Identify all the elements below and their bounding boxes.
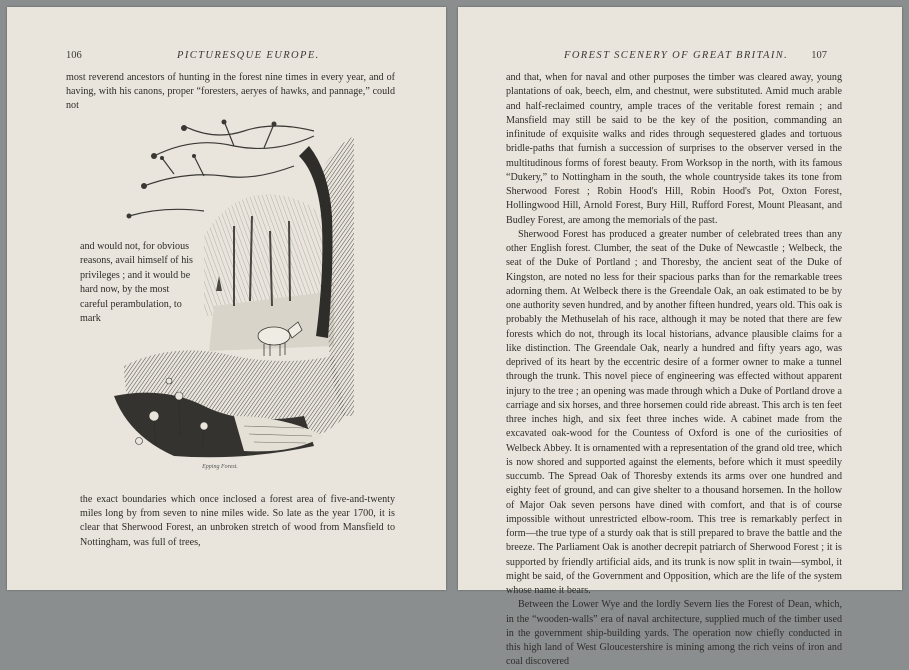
page-number-left: 106 xyxy=(66,50,82,61)
illustration-caption: Epping Forest. xyxy=(202,464,238,470)
left-page-header xyxy=(7,49,446,63)
running-head-right: FOREST SCENERY OF GREAT BRITAIN. xyxy=(564,50,789,61)
running-head-left: PICTURESQUE EUROPE. xyxy=(177,50,320,61)
right-page-header xyxy=(458,49,902,63)
page-number-right: 107 xyxy=(811,50,827,61)
paragraph: Between the Lower Wye and the lordly Severn lies the Forest of Dean, which, in the “wooden-walls” era of naval architecture, supplied much of the timber used in the government ship-building yards. The operation now chiefly conducted in this high land of West Gloucestershire is mining among the rich veins of iron and coal discovered xyxy=(506,599,842,668)
right-body-text xyxy=(506,71,842,670)
paragraph: and that, when for naval and other purposes the timber was cleared away, young plantations of oak, beech, elm, and chestnut, were substituted. Amid much arable and half-reclaimed country, ample traces of the veritable forest remain ; and Mansfield may still be said to be the key of the position, commanding an infinitude of exquisite walks and rides through sequestered glades and tortuous bridle-paths that furnish a succession of surprises to the observer versed in the multitudinous forms of forest beauty. From Worksop in the north, with its famous “Dukery,” to Nottingham in the south, the whole countryside takes its tone from Sherwood Forest ; Robin Hood's Hill, Robin Hood's Pot, Oxton Forest, Hollingwood Hill, Arnold Forest, Bury Hill, Rufford Forest, Mount Pleasant, and Budley Forest, are among the memorials of the past. xyxy=(506,72,842,226)
left-page xyxy=(7,7,446,590)
right-page xyxy=(458,7,902,668)
left-wrapped-paragraph: and would not, for obvious reasons, avail himself of his privileges ; and it would be hard now, by the most careful perambulation, to mark xyxy=(80,241,193,325)
left-top-paragraph: most reverend ancestors of hunting in the forest nine times in every year, and of having, with his canons, proper “foresters, aeryes of hawks, and pannage,” could not xyxy=(66,72,395,112)
paragraph: Sherwood Forest has produced a greater number of celebrated trees than any other English forest. Clumber, the seat of the Duke of Newcastle ; Welbeck, the seat of the Duke of Portland ; and Thoresby, the ancient seat of the Duke of Kingston, are noted no less for their spacious parks than for the remarkable trees adorning them. At Welbeck there is the Greendale Oak, an oak estimated to be by one authority seven hundred, and by another fifteen hundred, years old. This oak is probably the Methuselah of his race, although it may be noted that there are few forests which do not, through its local historians, advance plausible claims for a like distinction. The Greendale Oak, nearly a hundred and fifty years ago, was deprived of its heart by the eccentric desire of a former owner to make a tunnel through the trunk. This novel piece of engineering was effected without apparent injury to the tree ; an opening was made through which a Duke of Portland drove a carriage and six horses, and three horsemen could ride abreast. This arch is ten feet three inches high, and six feet three inches wide. A cabinet made from the excavated oak-wood for the Countess of Oxford is one of the curiosities of Welbeck Abbey. It is ornamented with a representation of the grand old tree, which is now shored and supported against the elements, before which it must speedily succumb. The Spread Oak of Thoresby extends its arms over one hundred and eighty feet of ground, and can give shelter to a thousand horsemen. In the hollow of Major Oak seven persons have dined with comfort, and that is of course impossible without unrestricted elbow-room. This tree is remarkably perfect in form—the true type of a sturdy oak that is still prepared to brave the battle and the breeze. The Parliament Oak is another decrepit patriarch of Sherwood Forest ; it is supported by friendly artificial aids, and its trunk is now split in twain—symbol, it might be said, of the Government and Opposition, which are the life of the system whose name it bears. xyxy=(506,228,842,596)
left-bottom-paragraph: the exact boundaries which once inclosed a forest area of five-and-twenty miles long by from seven to nine miles wide. So late as the year 1700, it is clear that Sherwood Forest, an unbroken stretch of wood from Mansfield to Nottingham, was full of trees, xyxy=(80,494,395,548)
